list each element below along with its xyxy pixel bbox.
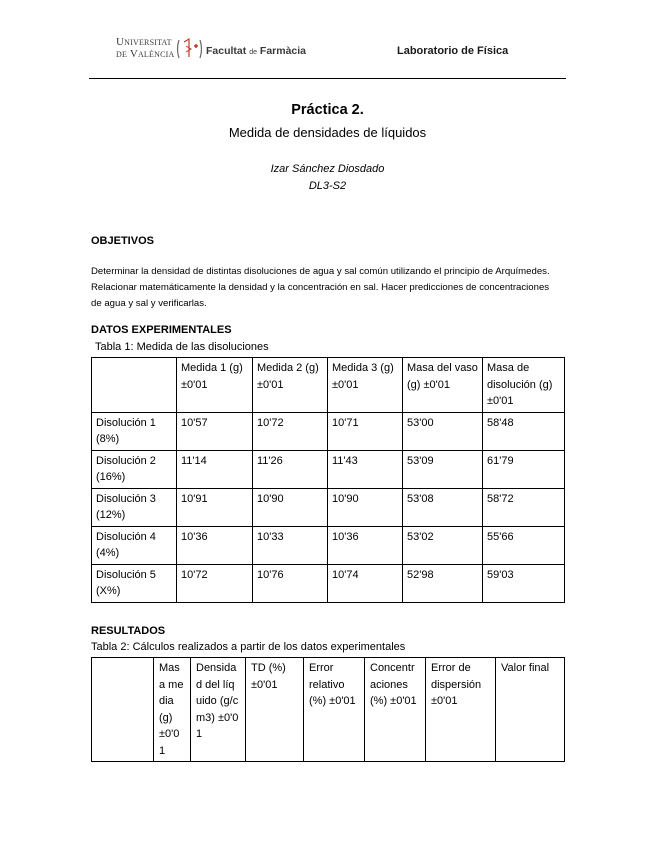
table-header-cell: Masa de disolución (g) ±0'01 (483, 358, 565, 413)
table-cell: Disolución 1 (8%) (92, 412, 177, 450)
table-cell: 11'14 (177, 450, 253, 488)
table-cell: Disolución 2 (16%) (92, 450, 177, 488)
table-cell: Disolución 5 (X%) (92, 564, 177, 602)
university-logo-text (116, 36, 174, 60)
table-cell: 55'66 (483, 526, 565, 564)
table-cell: 10'33 (253, 526, 328, 564)
table-header-cell: Concentraciones (%) ±0'01 (365, 658, 426, 762)
datos-heading: DATOS EXPERIMENTALES (91, 324, 232, 336)
table-cell: 58'72 (483, 488, 565, 526)
table-cell: 10'72 (177, 564, 253, 602)
table-cell: 10'91 (177, 488, 253, 526)
document-title: Práctica 2. (291, 102, 364, 118)
university-name-line1: Universitat (116, 36, 172, 48)
table-cell: Disolución 4 (4%) (92, 526, 177, 564)
table-cell: 53'02 (403, 526, 483, 564)
table1-caption: Tabla 1: Medida de las disoluciones (95, 341, 269, 353)
table-header-cell: Masa del vaso (g) ±0'01 (403, 358, 483, 413)
table-header-cell (92, 358, 177, 413)
table-header-cell: Error relativo (%) ±0'01 (304, 658, 365, 762)
table-cell: Disolución 3 (12%) (92, 488, 177, 526)
objetivos-text: Determinar la densidad de distintas disoluciones de agua y sal común utilizando el principio de Arquímedes. Relacionar matemáticamente la densidad y la concentración en sal. Hacer predicciones de concentraciones de agua y sal y verificarlas. (91, 266, 550, 309)
table-row (92, 488, 565, 526)
table-cell: 10'36 (177, 526, 253, 564)
objetivos-heading: OBJETIVOS (91, 235, 154, 247)
table-cell: 11'43 (328, 450, 403, 488)
table-row (92, 450, 565, 488)
table-row (92, 412, 565, 450)
table-cell: 10'57 (177, 412, 253, 450)
measurements-table (91, 357, 565, 603)
table-header-cell: Valor final (496, 658, 565, 762)
header-divider (89, 78, 566, 79)
table-header-cell: Medida 1 (g) ±0'01 (177, 358, 253, 413)
table-cell: 58'48 (483, 412, 565, 450)
table-cell: 11'26 (253, 450, 328, 488)
table-cell: 53'08 (403, 488, 483, 526)
lab-name: Laboratorio de Física (397, 45, 509, 57)
table-cell: 10'71 (328, 412, 403, 450)
table-cell: 10'74 (328, 564, 403, 602)
faculty-prefix: Facultat (206, 45, 247, 57)
table-cell: 10'90 (328, 488, 403, 526)
table-cell: 10'76 (253, 564, 328, 602)
table-header-row (92, 358, 565, 413)
group-code: DL3-S2 (308, 180, 347, 192)
table-header-cell (92, 658, 154, 762)
table2-caption: Tabla 2: Cálculos realizados a partir de los datos experimentales (91, 641, 406, 653)
table-cell: 10'90 (253, 488, 328, 526)
table-row (92, 564, 565, 602)
table-header-cell: Masa media (g) ±0'01 (154, 658, 191, 762)
table-cell: 61'79 (483, 450, 565, 488)
results-table (91, 657, 565, 762)
table-cell: 53'09 (403, 450, 483, 488)
faculty-de: de (249, 49, 257, 56)
table-cell: 53'00 (403, 412, 483, 450)
resultados-heading: RESULTADOS (91, 625, 166, 637)
table-cell: 10'36 (328, 526, 403, 564)
university-name-line2: de València (116, 48, 175, 60)
table-header-cell: TD (%) ±0'01 (246, 658, 304, 762)
table-row (92, 526, 565, 564)
faculty-name: Farmàcia (259, 45, 307, 57)
table-header-cell: Medida 2 (g) ±0'01 (253, 358, 328, 413)
table-header-cell: Medida 3 (g) ±0'01 (328, 358, 403, 413)
table-cell: 10'72 (253, 412, 328, 450)
university-seal-icon (175, 37, 203, 61)
table-header-cell: Error de dispersión ±0'01 (426, 658, 496, 762)
table-cell: 59'03 (483, 564, 565, 602)
table-header-cell: Densidad del líquido (g/cm3) ±0'01 (191, 658, 246, 762)
document-subtitle: Medida de densidades de líquidos (228, 125, 427, 140)
faculty-logo-text (206, 45, 306, 57)
table-header-row (92, 658, 565, 762)
author-name: Izar Sánchez Diosdado (270, 163, 385, 175)
table-cell: 52'98 (403, 564, 483, 602)
